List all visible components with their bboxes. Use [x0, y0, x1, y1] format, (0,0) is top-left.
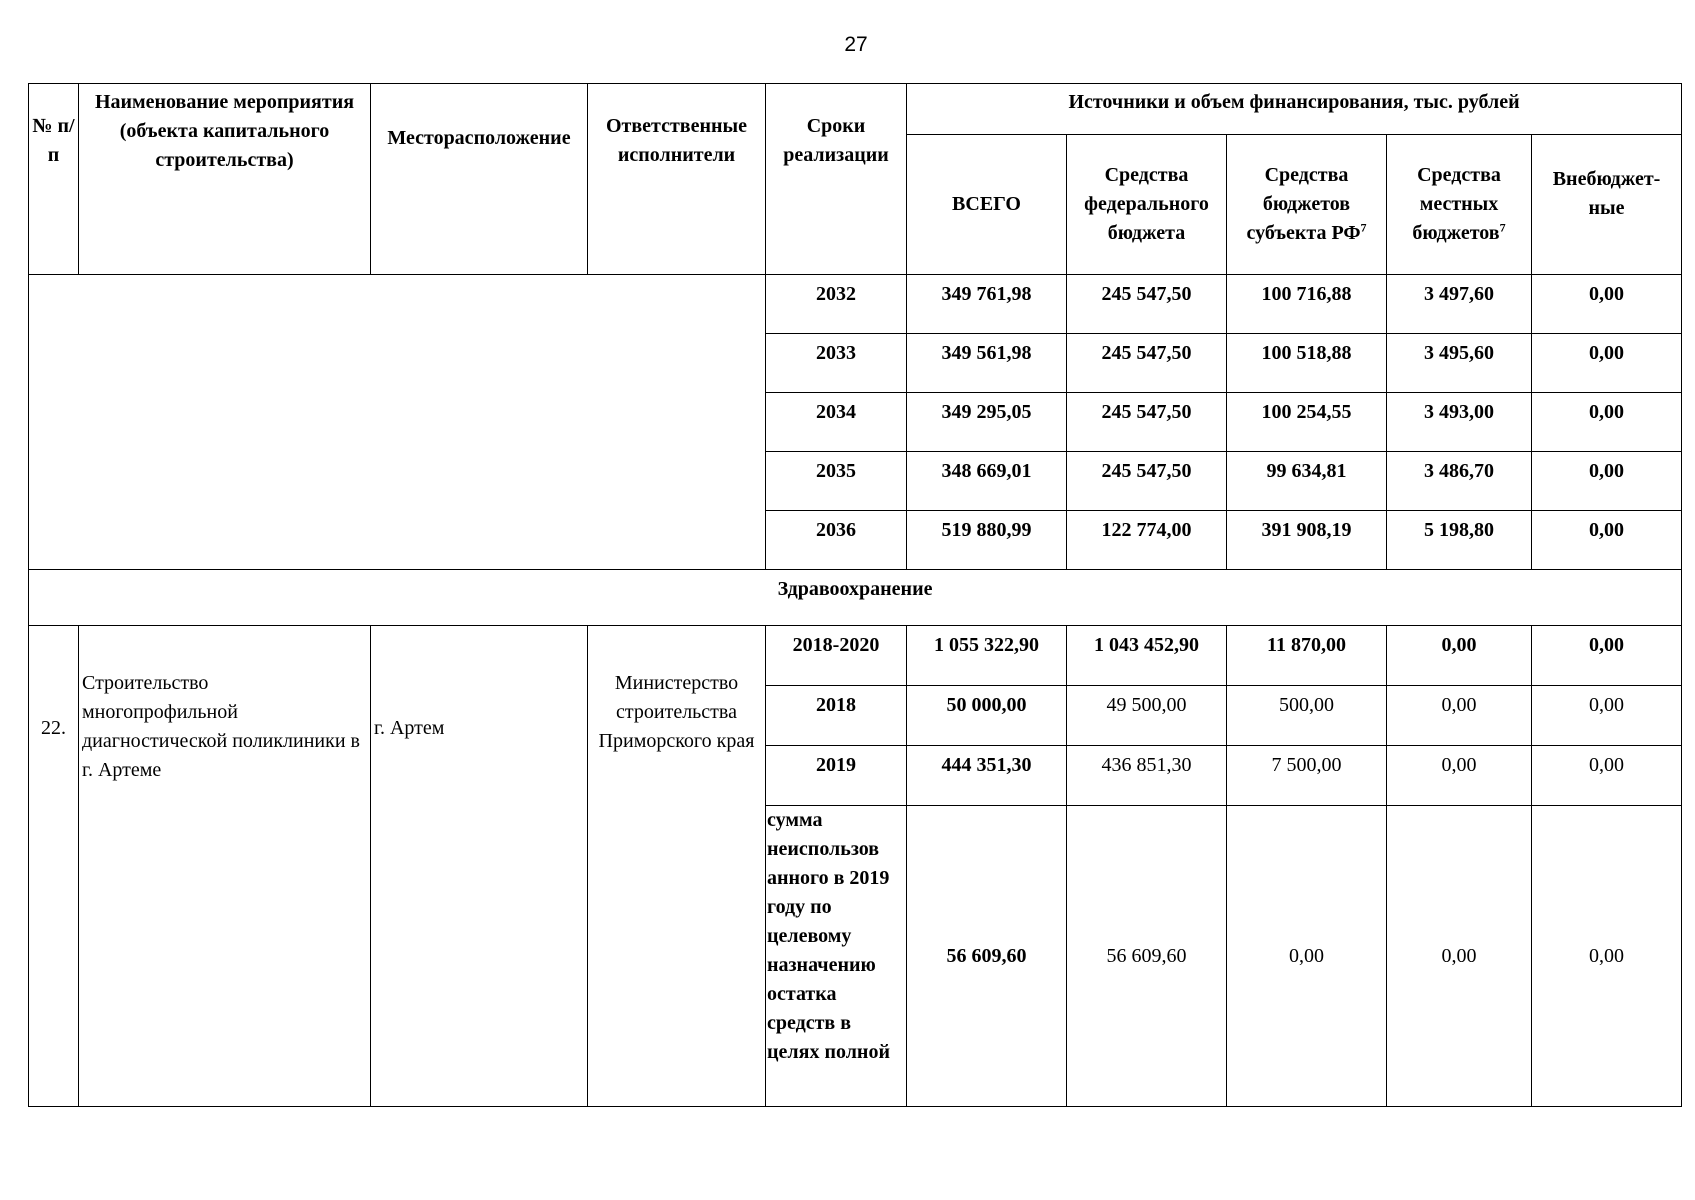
cell-total: 1 055 322,90	[907, 626, 1067, 686]
cell-extra: 0,00	[1532, 626, 1682, 686]
cell-federal: 56 609,60	[1067, 806, 1227, 1107]
header-subject-sup: 7	[1360, 220, 1367, 235]
financing-table	[28, 83, 1682, 1107]
cell-federal: 436 851,30	[1067, 746, 1227, 806]
cell-total: 519 880,99	[907, 511, 1067, 570]
cell-subject: 11 870,00	[1227, 626, 1387, 686]
cell-extra: 0,00	[1532, 393, 1682, 452]
cell-extra: 0,00	[1532, 746, 1682, 806]
cell-local: 3 493,00	[1387, 393, 1532, 452]
header-responsible: Ответственные исполнители	[588, 84, 766, 275]
cell-extra: 0,00	[1532, 452, 1682, 511]
project-location: г. Артем	[371, 626, 588, 1107]
header-terms: Сроки реализации	[766, 84, 907, 275]
table-row	[29, 275, 1682, 334]
cell-subject: 99 634,81	[1227, 452, 1387, 511]
cell-total: 56 609,60	[907, 806, 1067, 1107]
cell-local: 0,00	[1387, 746, 1532, 806]
cell-local: 5 198,80	[1387, 511, 1532, 570]
cell-extra: 0,00	[1532, 806, 1682, 1107]
header-extra: Внебюджет-ные	[1532, 135, 1682, 275]
cell-subject: 100 716,88	[1227, 275, 1387, 334]
cell-federal: 245 547,50	[1067, 275, 1227, 334]
empty-merged-cell	[29, 275, 766, 570]
project-name: Строительство многопрофильной диагностической поликлиники в г. Артеме	[79, 626, 371, 1107]
header-local	[1387, 135, 1532, 275]
header-num: № п/п	[29, 84, 79, 275]
header-name: Наименование мероприятия (объекта капитального строительства)	[79, 84, 371, 275]
cell-total: 348 669,01	[907, 452, 1067, 511]
project-num: 22.	[29, 626, 79, 1107]
cell-subject: 100 518,88	[1227, 334, 1387, 393]
cell-year: 2018	[766, 686, 907, 746]
cell-subject: 0,00	[1227, 806, 1387, 1107]
cell-subject: 7 500,00	[1227, 746, 1387, 806]
cell-year: 2034	[766, 393, 907, 452]
cell-extra: 0,00	[1532, 686, 1682, 746]
header-local-sup: 7	[1499, 220, 1506, 235]
cell-federal: 245 547,50	[1067, 393, 1227, 452]
cell-note-label: сумма неиспользов анного в 2019 году по целевому назначению остатка средств в целях полной	[766, 806, 907, 1107]
cell-local: 0,00	[1387, 806, 1532, 1107]
page-number: 27	[844, 33, 868, 56]
cell-total: 349 295,05	[907, 393, 1067, 452]
cell-local: 0,00	[1387, 626, 1532, 686]
cell-federal: 49 500,00	[1067, 686, 1227, 746]
cell-local: 3 486,70	[1387, 452, 1532, 511]
cell-federal: 245 547,50	[1067, 334, 1227, 393]
cell-subject: 100 254,55	[1227, 393, 1387, 452]
header-federal: Средства федерального бюджета	[1067, 135, 1227, 275]
cell-local: 3 497,60	[1387, 275, 1532, 334]
cell-extra: 0,00	[1532, 511, 1682, 570]
project-responsible: Министерство строительства Приморского края	[588, 626, 766, 1107]
cell-year: 2035	[766, 452, 907, 511]
cell-year: 2032	[766, 275, 907, 334]
table-row	[29, 626, 1682, 686]
section-row	[29, 570, 1682, 626]
header-row-1	[29, 84, 1682, 135]
header-location: Месторасположение	[371, 84, 588, 275]
header-local-label: Средства местных бюджетов	[1412, 164, 1501, 244]
cell-total: 444 351,30	[907, 746, 1067, 806]
cell-year: 2033	[766, 334, 907, 393]
cell-local: 0,00	[1387, 686, 1532, 746]
cell-total: 349 761,98	[907, 275, 1067, 334]
cell-year: 2036	[766, 511, 907, 570]
cell-extra: 0,00	[1532, 334, 1682, 393]
cell-subject: 500,00	[1227, 686, 1387, 746]
cell-total: 349 561,98	[907, 334, 1067, 393]
cell-year: 2019	[766, 746, 907, 806]
cell-federal: 245 547,50	[1067, 452, 1227, 511]
cell-total: 50 000,00	[907, 686, 1067, 746]
cell-federal: 1 043 452,90	[1067, 626, 1227, 686]
cell-local: 3 495,60	[1387, 334, 1532, 393]
cell-federal: 122 774,00	[1067, 511, 1227, 570]
header-total: ВСЕГО	[907, 135, 1067, 275]
header-subject-label: Средства бюджетов субъекта РФ	[1246, 164, 1361, 244]
cell-subject: 391 908,19	[1227, 511, 1387, 570]
section-title: Здравоохранение	[29, 570, 1682, 626]
cell-extra: 0,00	[1532, 275, 1682, 334]
header-sources: Источники и объем финансирования, тыс. рублей	[907, 84, 1682, 135]
header-subject	[1227, 135, 1387, 275]
cell-year: 2018-2020	[766, 626, 907, 686]
